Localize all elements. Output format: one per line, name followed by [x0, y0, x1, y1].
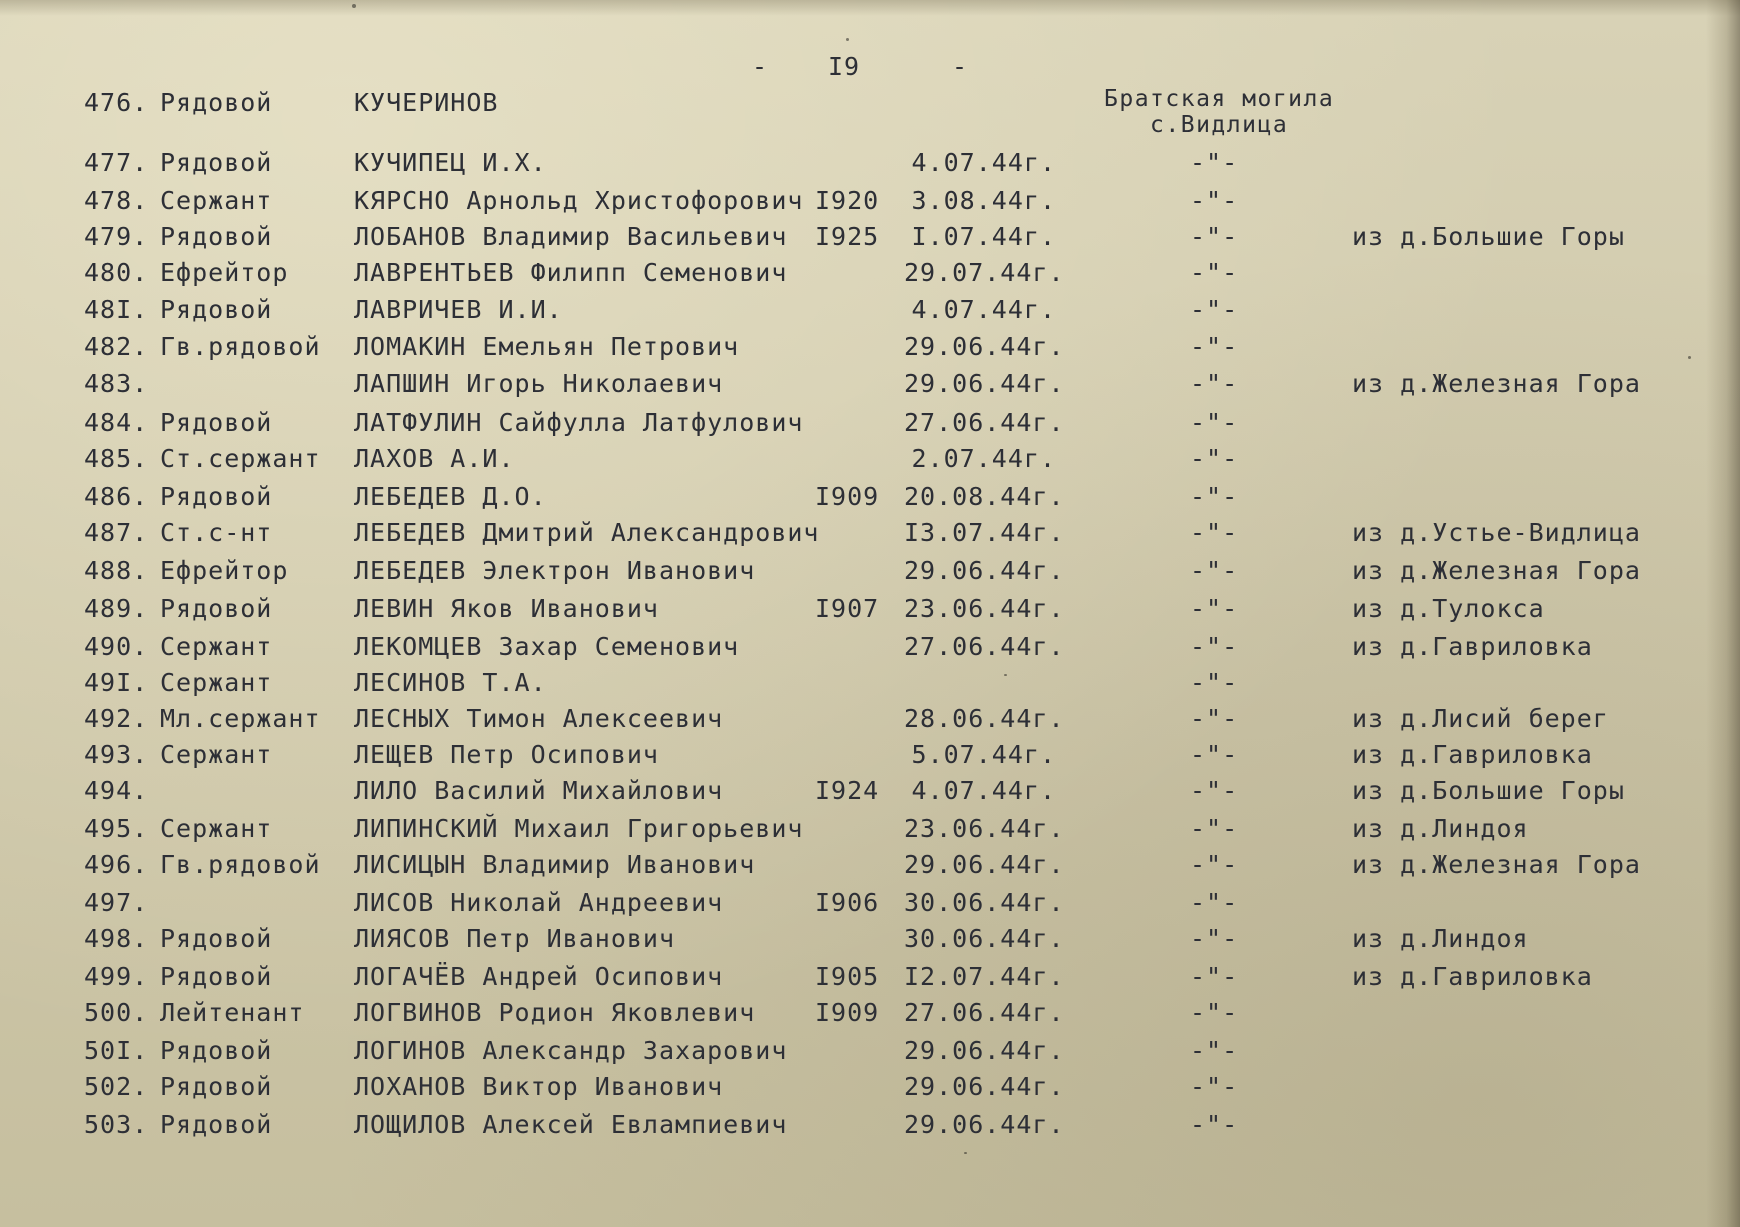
record-name: ЛИПИНСКИЙ Михаил Григорьевич — [354, 814, 804, 843]
page-number-dash-left: - — [752, 52, 769, 81]
record-death-date: 4.07.44г. — [911, 295, 1056, 324]
record-row — [0, 222, 1740, 258]
record-number: 49I. — [84, 668, 149, 697]
record-death-date: I3.07.44г. — [904, 518, 1065, 547]
record-rank: Сержант — [160, 632, 273, 661]
record-rank: Рядовой — [160, 148, 273, 177]
record-origin-village: из д.Большие Горы — [1352, 776, 1625, 805]
record-row — [0, 408, 1740, 444]
record-row — [0, 444, 1740, 480]
record-death-date: 30.06.44г. — [904, 888, 1065, 917]
record-name: ЛОГИНОВ Александр Захарович — [354, 1036, 788, 1065]
record-death-date: 23.06.44г. — [904, 814, 1065, 843]
record-birth-year: I909 — [815, 998, 880, 1027]
record-burial-place: -"- — [1190, 998, 1239, 1027]
record-number: 488. — [84, 556, 149, 585]
record-burial-place: -"- — [1190, 332, 1239, 361]
record-origin-village: из д.Большие Горы — [1352, 222, 1625, 251]
record-name: ЛОБАНОВ Владимир Васильевич — [354, 222, 788, 251]
record-burial-place: -"- — [1190, 632, 1239, 661]
record-burial-place: -"- — [1190, 1036, 1239, 1065]
record-burial-place: -"- — [1190, 482, 1239, 511]
record-origin-village: из д.Гавриловка — [1352, 740, 1593, 769]
record-death-date: 29.06.44г. — [904, 332, 1065, 361]
record-number: 484. — [84, 408, 149, 437]
record-name: ЛЕСИНОВ Т.А. — [354, 668, 547, 697]
record-death-date: 29.06.44г. — [904, 1072, 1065, 1101]
record-death-date: 29.06.44г. — [904, 369, 1065, 398]
record-origin-village: из д.Гавриловка — [1352, 962, 1593, 991]
record-death-date: 4.07.44г. — [911, 776, 1056, 805]
record-number: 493. — [84, 740, 149, 769]
record-death-date: 27.06.44г. — [904, 408, 1065, 437]
record-name: ЛОМАКИН Емельян Петрович — [354, 332, 740, 361]
record-row — [0, 814, 1740, 850]
record-row — [0, 1072, 1740, 1108]
record-number: 482. — [84, 332, 149, 361]
record-number: 499. — [84, 962, 149, 991]
record-death-date: 29.06.44г. — [904, 1036, 1065, 1065]
record-number: 498. — [84, 924, 149, 953]
record-death-date: I.07.44г. — [911, 222, 1056, 251]
record-row — [0, 704, 1740, 740]
record-burial-place: -"- — [1190, 518, 1239, 547]
record-death-date: 27.06.44г. — [904, 998, 1065, 1027]
record-number: 496. — [84, 850, 149, 879]
record-row — [0, 332, 1740, 368]
record-name: ЛАПШИН Игорь Николаевич — [354, 369, 724, 398]
record-row — [0, 186, 1740, 222]
record-birth-year: I924 — [815, 776, 880, 805]
record-rank: Сержант — [160, 186, 273, 215]
record-origin-village: из д.Железная Гора — [1352, 850, 1641, 879]
record-rank: Гв.рядовой — [160, 850, 321, 879]
record-burial-place: -"- — [1190, 444, 1239, 473]
record-death-date: 27.06.44г. — [904, 632, 1065, 661]
record-birth-year: I920 — [815, 186, 880, 215]
record-row — [0, 888, 1740, 924]
record-death-date: 29.06.44г. — [904, 1110, 1065, 1139]
record-origin-village: из д.Линдоя — [1352, 814, 1529, 843]
record-name: ЛЕКОМЦЕВ Захар Семенович — [354, 632, 740, 661]
record-row — [0, 258, 1740, 294]
record-burial-place: -"- — [1190, 222, 1239, 251]
record-name: КУЧЕРИНОВ — [354, 88, 499, 117]
record-number: 476. — [84, 88, 149, 117]
record-burial-place: -"- — [1190, 295, 1239, 324]
record-burial-place: -"- — [1190, 258, 1239, 287]
record-name: ЛИСИЦЫН Владимир Иванович — [354, 850, 756, 879]
record-rank: Рядовой — [160, 924, 273, 953]
record-origin-village: из д.Устье-Видлица — [1352, 518, 1641, 547]
record-burial-place: -"- — [1190, 924, 1239, 953]
record-death-date: 29.07.44г. — [904, 258, 1065, 287]
record-number: 480. — [84, 258, 149, 287]
record-burial-place: -"- — [1190, 962, 1239, 991]
record-name: ЛЕБЕДЕВ Электрон Иванович — [354, 556, 756, 585]
record-rank: Ст.сержант — [160, 444, 321, 473]
record-name: ЛЕЩЕВ Петр Осипович — [354, 740, 659, 769]
record-name: КЯРСНО Арнольд Христофорович — [354, 186, 804, 215]
record-name: ЛОЩИЛОВ Алексей Евлампиевич — [354, 1110, 788, 1139]
record-row — [0, 850, 1740, 886]
record-rank: Ст.с-нт — [160, 518, 273, 547]
record-number: 503. — [84, 1110, 149, 1139]
mass-grave-header-line1: Братская могила — [1104, 86, 1335, 112]
record-row — [0, 295, 1740, 331]
record-name: ЛИЯСОВ Петр Иванович — [354, 924, 676, 953]
record-name: ЛЕБЕДЕВ Дмитрий Александрович — [354, 518, 820, 547]
record-burial-place: -"- — [1190, 776, 1239, 805]
paper-speck — [1688, 356, 1691, 359]
record-rank: Лейтенант — [160, 998, 305, 1027]
paper-speck — [1004, 674, 1007, 676]
record-name: ЛАВРИЧЕВ И.И. — [354, 295, 563, 324]
record-name: ЛАВРЕНТЬЕВ Филипп Семенович — [354, 258, 788, 287]
record-rank: Рядовой — [160, 295, 273, 324]
record-origin-village: из д.Железная Гора — [1352, 556, 1641, 585]
record-burial-place: -"- — [1190, 556, 1239, 585]
page-number: I9 — [828, 52, 861, 81]
record-name: ЛОГАЧЁВ Андрей Осипович — [354, 962, 724, 991]
record-number: 495. — [84, 814, 149, 843]
record-number: 479. — [84, 222, 149, 251]
record-row — [0, 148, 1740, 184]
record-row — [0, 1110, 1740, 1146]
record-burial-place: -"- — [1190, 850, 1239, 879]
record-rank: Ефрейтор — [160, 258, 289, 287]
record-rank: Рядовой — [160, 408, 273, 437]
page-number-dash-right: - — [952, 52, 969, 81]
record-name: ЛАХОВ А.И. — [354, 444, 515, 473]
record-birth-year: I906 — [815, 888, 880, 917]
record-burial-place: -"- — [1190, 668, 1239, 697]
record-death-date: 5.07.44г. — [911, 740, 1056, 769]
record-number: 500. — [84, 998, 149, 1027]
record-number: 490. — [84, 632, 149, 661]
record-rank: Рядовой — [160, 1036, 273, 1065]
page-top-shadow — [0, 0, 1740, 16]
paper-speck — [352, 4, 356, 8]
record-name: КУЧИПЕЦ И.Х. — [354, 148, 547, 177]
mass-grave-header-line2: с.Видлица — [1150, 112, 1289, 138]
record-rank: Рядовой — [160, 962, 273, 991]
record-burial-place: -"- — [1190, 704, 1239, 733]
record-death-date: 30.06.44г. — [904, 924, 1065, 953]
record-burial-place: -"- — [1190, 1110, 1239, 1139]
record-origin-village: из д.Железная Гора — [1352, 369, 1641, 398]
record-name: ЛИСОВ Николай Андреевич — [354, 888, 724, 917]
record-name: ЛАТФУЛИН Сайфулла Латфулович — [354, 408, 804, 437]
record-number: 497. — [84, 888, 149, 917]
record-name: ЛЕВИН Яков Иванович — [354, 594, 659, 623]
record-row — [0, 556, 1740, 592]
record-burial-place: -"- — [1190, 148, 1239, 177]
record-burial-place: -"- — [1190, 888, 1239, 917]
record-name: ЛИЛО Василий Михайлович — [354, 776, 724, 805]
record-rank: Рядовой — [160, 88, 273, 117]
record-origin-village: из д.Гавриловка — [1352, 632, 1593, 661]
paper-speck — [846, 38, 849, 41]
record-death-date: 23.06.44г. — [904, 594, 1065, 623]
record-death-date: 20.08.44г. — [904, 482, 1065, 511]
record-birth-year: I905 — [815, 962, 880, 991]
record-number: 477. — [84, 148, 149, 177]
record-number: 50I. — [84, 1036, 149, 1065]
record-number: 48I. — [84, 295, 149, 324]
record-row — [0, 962, 1740, 998]
record-number: 487. — [84, 518, 149, 547]
record-rank: Сержант — [160, 668, 273, 697]
record-rank: Рядовой — [160, 222, 273, 251]
record-origin-village: из д.Лисий берег — [1352, 704, 1609, 733]
record-death-date: 3.08.44г. — [911, 186, 1056, 215]
record-name: ЛОГВИНОВ Родион Яковлевич — [354, 998, 756, 1027]
record-birth-year: I909 — [815, 482, 880, 511]
record-burial-place: -"- — [1190, 369, 1239, 398]
record-birth-year: I925 — [815, 222, 880, 251]
record-rank: Рядовой — [160, 482, 273, 511]
record-row — [0, 88, 1740, 124]
record-number: 492. — [84, 704, 149, 733]
record-rank: Рядовой — [160, 1072, 273, 1101]
record-origin-village: из д.Линдоя — [1352, 924, 1529, 953]
record-rank: Сержант — [160, 740, 273, 769]
record-burial-place: -"- — [1190, 408, 1239, 437]
record-death-date: 2.07.44г. — [911, 444, 1056, 473]
record-rank: Мл.сержант — [160, 704, 321, 733]
record-origin-village: из д.Тулокса — [1352, 594, 1545, 623]
record-row — [0, 668, 1740, 704]
record-birth-year: I907 — [815, 594, 880, 623]
record-death-date: I2.07.44г. — [904, 962, 1065, 991]
record-row — [0, 924, 1740, 960]
record-burial-place: -"- — [1190, 1072, 1239, 1101]
paper-speck — [964, 1152, 967, 1154]
record-death-date: 29.06.44г. — [904, 556, 1065, 585]
record-burial-place: -"- — [1190, 594, 1239, 623]
record-burial-place: -"- — [1190, 186, 1239, 215]
record-number: 489. — [84, 594, 149, 623]
record-row — [0, 740, 1740, 776]
record-row — [0, 482, 1740, 518]
record-rank: Рядовой — [160, 594, 273, 623]
record-rank: Рядовой — [160, 1110, 273, 1139]
record-row — [0, 998, 1740, 1034]
record-death-date: 4.07.44г. — [911, 148, 1056, 177]
record-death-date: 29.06.44г. — [904, 850, 1065, 879]
record-name: ЛЕСНЫХ Тимон Алексеевич — [354, 704, 724, 733]
record-burial-place: -"- — [1190, 740, 1239, 769]
record-name: ЛЕБЕДЕВ Д.О. — [354, 482, 547, 511]
record-death-date: 28.06.44г. — [904, 704, 1065, 733]
record-number: 494. — [84, 776, 149, 805]
record-rank: Ефрейтор — [160, 556, 289, 585]
record-rank: Гв.рядовой — [160, 332, 321, 361]
record-row — [0, 594, 1740, 630]
record-number: 485. — [84, 444, 149, 473]
record-rank: Сержант — [160, 814, 273, 843]
record-burial-place: -"- — [1190, 814, 1239, 843]
record-number: 502. — [84, 1072, 149, 1101]
record-row — [0, 632, 1740, 668]
record-name: ЛОХАНОВ Виктор Иванович — [354, 1072, 724, 1101]
record-number: 478. — [84, 186, 149, 215]
record-number: 486. — [84, 482, 149, 511]
record-row — [0, 776, 1740, 812]
record-number: 483. — [84, 369, 149, 398]
record-row — [0, 518, 1740, 554]
record-row — [0, 369, 1740, 405]
record-row — [0, 1036, 1740, 1072]
